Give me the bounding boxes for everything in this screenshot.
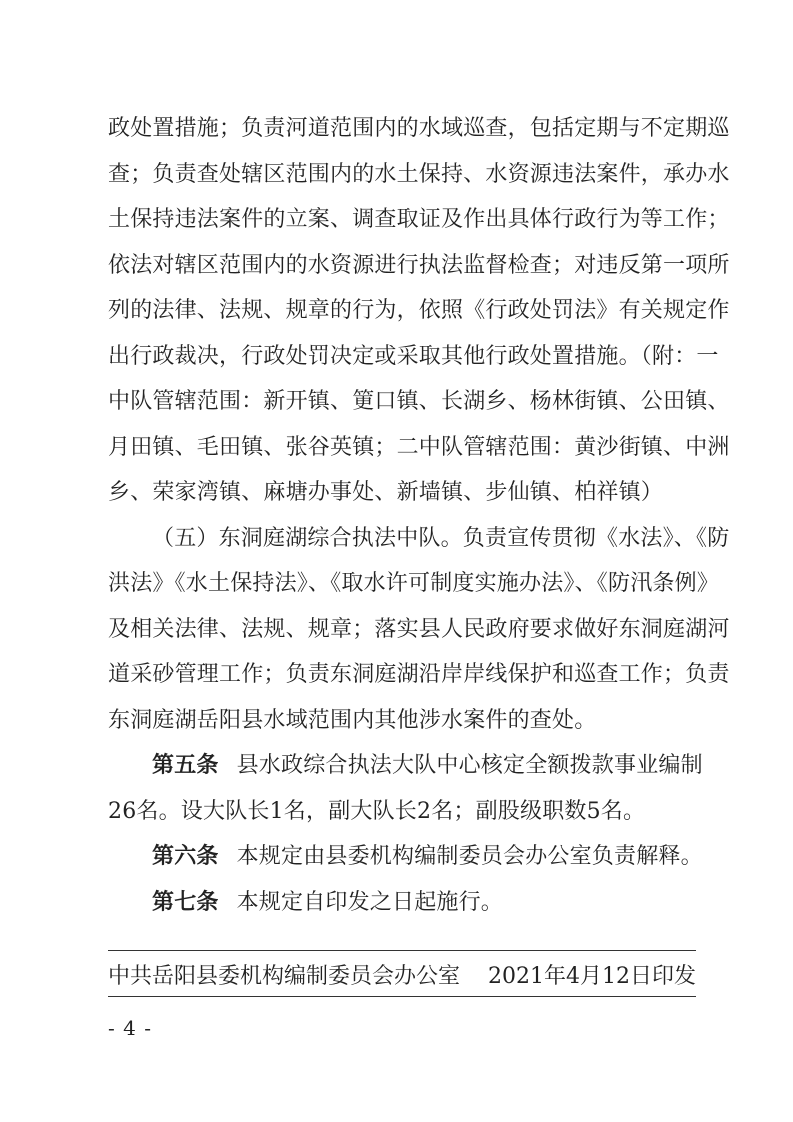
article-6-text: 本规定由县委机构编制委员会办公室负责解释。 (236, 844, 703, 869)
paragraph-line: 中队管辖范围：新开镇、筻口镇、长湖乡、杨林街镇、公田镇、 (108, 389, 730, 414)
article-5-label: 第五条 (152, 753, 219, 778)
issue-date: 2021年4月12日印发 (488, 963, 696, 989)
paragraph-line: 土保持违法案件的立案、调查取证及作出具体行政行为等工作； (108, 207, 730, 232)
issuer-name: 中共岳阳县委机构编制委员会办公室 (108, 963, 461, 989)
paragraph-line: 道采砂管理工作；负责东洞庭湖沿岸岸线保护和巡查工作；负责 (108, 662, 730, 687)
paragraph-line: 依法对辖区范围内的水资源进行执法监督检查；对违反第一项所 (108, 252, 730, 278)
article-6-line (108, 834, 703, 880)
paragraph-line: 月田镇、毛田镇、张谷英镇；二中队管辖范围：黄沙街镇、中洲 (108, 434, 730, 460)
paragraph-line: （五）东洞庭湖综合执法中队。负责宣传贯彻《水法》、《防 (152, 525, 730, 551)
paragraph-line: 查；负责查处辖区范围内的水土保持、水资源违法案件，承办水 (108, 161, 730, 187)
paragraph-line: 出行政裁决，行政处罚决定或采取其他行政处置措施。（附：一 (108, 343, 719, 369)
paragraph-line: 乡、荣家湾镇、麻塘办事处、新墙镇、步仙镇、柏祥镇） (108, 480, 664, 505)
footer-bottom-rule (108, 996, 696, 997)
issuer-footer (108, 954, 696, 994)
article-5-continuation: 26名。设大队长1名，副大队长2名；副股级职数5名。 (108, 798, 646, 824)
paragraph-line: 政处置措施；负责河道范围内的水域巡查，包括定期与不定期巡 (108, 116, 730, 141)
paragraph-line: 及相关法律、法规、规章；落实县人民政府要求做好东洞庭湖河 (108, 616, 730, 642)
page-number: - 4 - (108, 1016, 152, 1040)
article-7-text: 本规定自印发之日起施行。 (236, 889, 504, 915)
article-7-line (108, 880, 698, 926)
document-body (108, 106, 730, 925)
paragraph-line: 洪法》《水土保持法》、《取水许可制度实施办法》、《防汛条例》 (108, 571, 720, 596)
footer-top-rule (108, 950, 696, 951)
paragraph-line: 列的法律、法规、规章的行为，依照《行政处罚法》有关规定作 (108, 298, 730, 323)
article-5-line (108, 743, 703, 789)
paragraph-line: 东洞庭湖岳阳县水域范围内其他涉水案件的查处。 (108, 707, 597, 733)
article-7-label: 第七条 (152, 889, 219, 915)
article-5-text: 县水政综合执法大队中心核定全额拨款事业编制 (236, 753, 703, 778)
article-6-label: 第六条 (152, 844, 219, 869)
